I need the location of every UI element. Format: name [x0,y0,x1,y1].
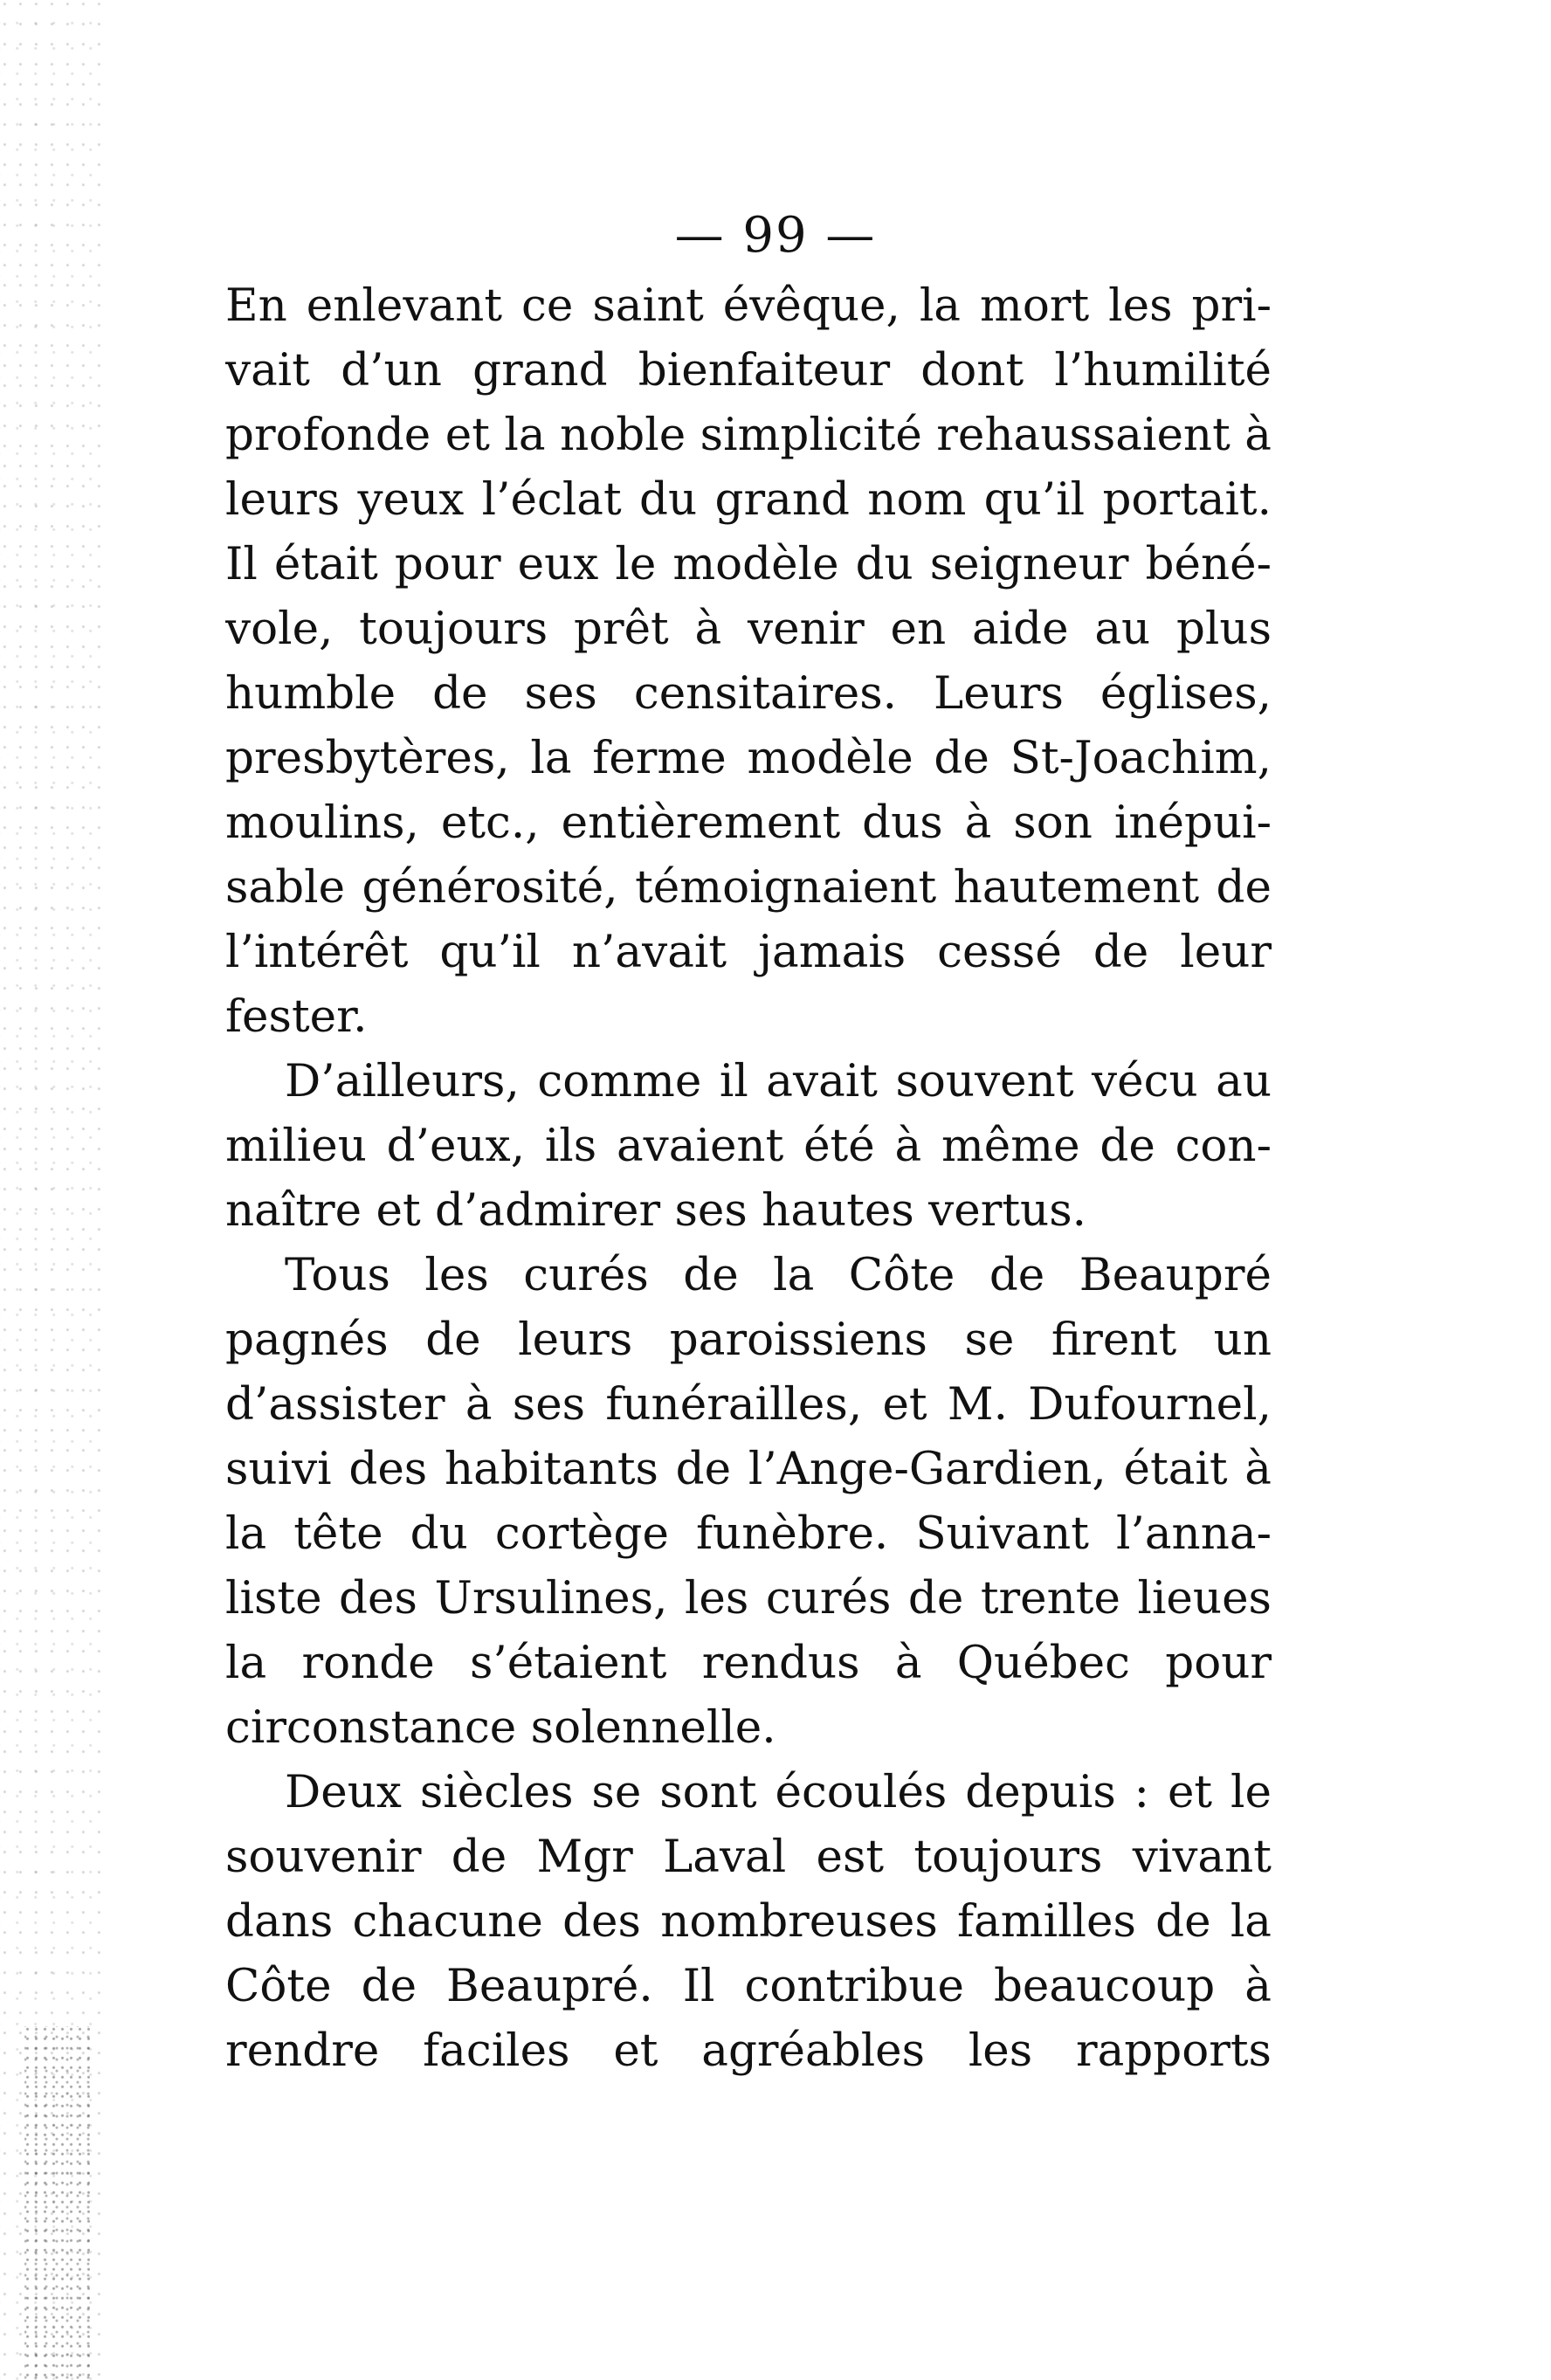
text-line: vole, toujours prêt à venir en aide au plus [225,603,1272,655]
text-line: pagnés de leurs paroissiens se firent un [225,1314,1272,1366]
page-number: — 99 — [674,207,877,264]
text-line: D’ailleurs, comme il avait souvent vécu au [285,1055,1272,1107]
text-line: Deux siècles se sont écoulés depuis : et le [285,1766,1272,1818]
text-line: circonstance solennelle. [225,1701,776,1754]
paragraph-1 [225,273,1272,1049]
text-line: la tête du cortège funèbre. Suivant l’anna- [225,1507,1272,1560]
page-body-text [225,273,1272,2083]
text-line: liste des Ursulines, les curés de trente lieues [225,1572,1272,1625]
text-line: humble de ses censitaires. Leurs églises, [225,667,1272,720]
scanned-binding-edge [0,0,105,2380]
text-line: vait d’un grand bienfaiteur dont l’humilité [225,344,1272,397]
paragraph-3 [225,1243,1272,1760]
text-line: naître et d’admirer ses hautes vertus. [225,1184,1087,1237]
text-line: l’intérêt qu’il n’avait jamais cessé de leur [225,926,1272,978]
text-line: moulins, etc., entièrement dus à son inépui- [225,797,1272,849]
text-line: Tous les curés de la Côte de Beaupré [285,1249,1272,1301]
paragraph-2 [225,1049,1272,1243]
text-line: profonde et la noble simplicité rehaussaient à [225,409,1272,461]
text-line: presbytères, la ferme modèle de St-Joachim, [225,732,1272,784]
text-line: la ronde s’étaient rendus à Québec pour [225,1637,1272,1689]
text-line: dans chacune des nombreuses familles de la [225,1895,1272,1948]
text-line: fester. [225,990,368,1043]
text-line: Il était pour eux le modèle du seigneur béné- [225,538,1272,590]
text-line: En enlevant ce saint évêque, la mort les pri- [225,279,1272,332]
paragraph-4 [225,1760,1272,2083]
text-line: milieu d’eux, ils avaient été à même de con- [225,1120,1272,1172]
text-line: sable générosité, témoignaient hautement de [225,861,1272,914]
text-line: souvenir de Mgr Laval est toujours vivant [225,1831,1272,1883]
text-line: suivi des habitants de l’Ange-Gardien, était à [225,1443,1272,1495]
text-line: d’assister à ses funérailles, et M. Dufournel, [225,1378,1272,1431]
text-line: Côte de Beaupré. Il contribue beaucoup à [225,1960,1272,2012]
text-line: leurs yeux l’éclat du grand nom qu’il portait. [225,473,1272,526]
text-line: rendre faciles et agréables les rapports [225,2025,1272,2077]
